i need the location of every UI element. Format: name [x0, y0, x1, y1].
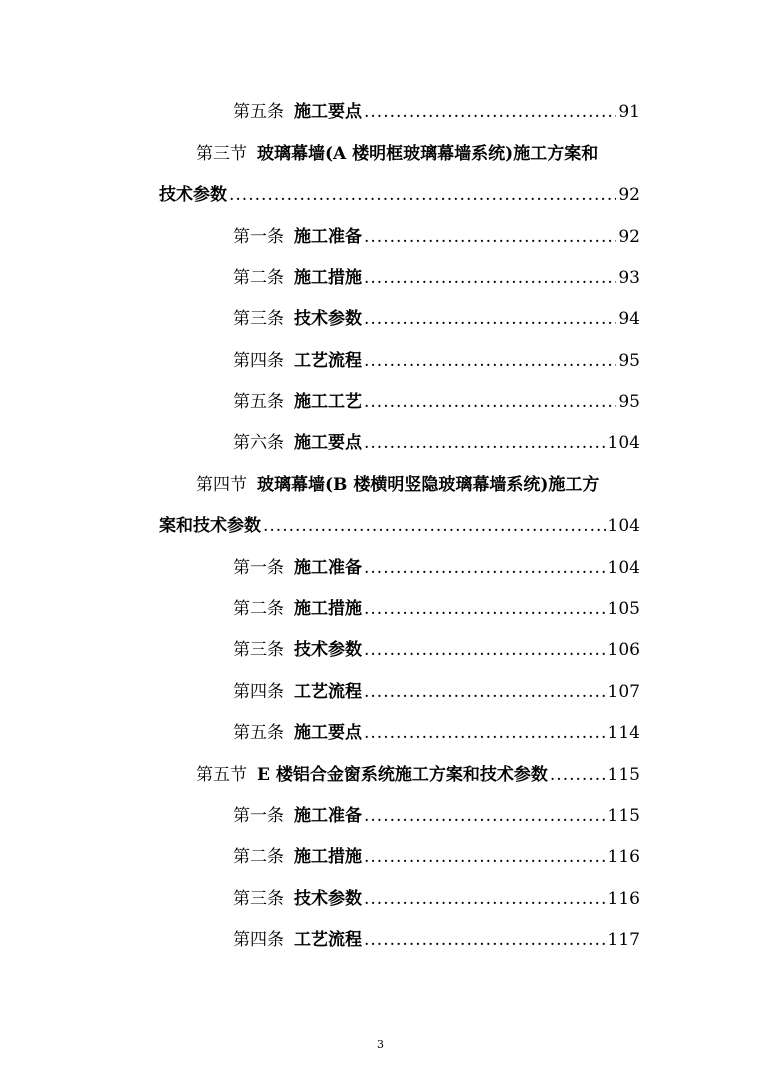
toc-entry-page: 106	[607, 640, 640, 660]
toc-entry[interactable]	[233, 590, 640, 620]
toc-entry-title: 施工措施	[294, 599, 362, 619]
toc-entry-page: 91	[618, 102, 640, 122]
toc-entry-page: 115	[607, 765, 640, 785]
toc-entry-page: 93	[618, 268, 640, 288]
toc-entry-title: 技术参数	[294, 309, 362, 329]
toc-entry-page: 105	[607, 599, 640, 619]
toc-leader-dots	[364, 888, 606, 910]
toc-entry-title: 玻璃幕墙(A 楼明框玻璃幕墙系统)施工方案和	[257, 144, 599, 164]
toc-entry-page: 104	[607, 433, 640, 453]
toc-entry[interactable]	[233, 838, 640, 868]
toc-entry-label: 第二条	[233, 268, 284, 288]
toc-entry-title: 施工措施	[294, 268, 362, 288]
toc-entry-title: 工艺流程	[294, 930, 362, 950]
toc-entry-label: 第二条	[233, 599, 284, 619]
toc-entry-label: 第四条	[233, 930, 284, 950]
toc-leader-dots	[364, 805, 606, 827]
toc-entry-label: 第三条	[233, 889, 284, 909]
toc-entry-label: 第五条	[233, 723, 284, 743]
toc-leader-dots	[364, 391, 616, 413]
toc-entry-title: 工艺流程	[294, 351, 362, 371]
toc-entry[interactable]	[233, 259, 640, 289]
toc-entry-label: 第一条	[233, 806, 284, 826]
toc-entry-page: 94	[618, 309, 640, 329]
toc-leader-dots	[364, 557, 606, 579]
toc-entry[interactable]	[233, 300, 640, 330]
toc-entry-label: 第三节	[196, 144, 247, 164]
toc-entry-page: 116	[607, 847, 640, 867]
toc-entry-title: 施工准备	[294, 806, 362, 826]
toc-entry-title: 工艺流程	[294, 682, 362, 702]
toc-entry-page: 92	[618, 185, 640, 205]
toc-section-heading-continued[interactable]	[159, 176, 640, 206]
toc-entry[interactable]	[233, 342, 640, 372]
toc-leader-dots	[364, 846, 606, 868]
toc-leader-dots	[364, 308, 616, 330]
toc-entry[interactable]	[233, 921, 640, 951]
toc-leader-dots	[364, 350, 616, 372]
toc-entry-title: 施工准备	[294, 227, 362, 247]
toc-entry[interactable]	[233, 714, 640, 744]
toc-entry[interactable]	[233, 880, 640, 910]
toc-entry[interactable]	[233, 797, 640, 827]
toc-section-heading[interactable]	[196, 756, 640, 786]
toc-entry-title: 施工要点	[294, 723, 362, 743]
page-number: 3	[377, 1038, 384, 1051]
toc-entry-label: 第四节	[196, 475, 247, 495]
toc-entry-page: 117	[607, 930, 640, 950]
toc-leader-dots	[364, 101, 616, 123]
toc-entry-title: 施工工艺	[294, 392, 362, 412]
toc-entry[interactable]	[233, 631, 640, 661]
toc-entry-label: 第一条	[233, 227, 284, 247]
toc-leader-dots	[229, 184, 616, 206]
toc-entry-title: 施工措施	[294, 847, 362, 867]
toc-entry-page: 104	[607, 558, 640, 578]
toc-entry-page: 115	[607, 806, 640, 826]
toc-leader-dots	[364, 432, 606, 454]
toc-leader-dots	[364, 722, 606, 744]
toc-entry-label: 第四条	[233, 351, 284, 371]
toc-entry-label: 第三条	[233, 309, 284, 329]
toc-entry-label: 第五节	[196, 765, 247, 785]
toc-entry[interactable]	[233, 93, 640, 123]
toc-entry-title: 技术参数	[159, 185, 227, 205]
toc-entry-label: 第五条	[233, 392, 284, 412]
toc-entry[interactable]	[233, 549, 640, 579]
toc-leader-dots	[550, 764, 606, 786]
toc-leader-dots	[364, 639, 606, 661]
toc-leader-dots	[364, 598, 606, 620]
toc-entry-title: 玻璃幕墙(B 楼横明竖隐玻璃幕墙系统)施工方	[257, 475, 600, 495]
toc-entry-title: 案和技术参数	[159, 516, 261, 536]
toc-entry-title: E 楼铝合金窗系统施工方案和技术参数	[257, 765, 548, 785]
toc-entry-title: 施工要点	[294, 433, 362, 453]
toc-leader-dots	[263, 515, 606, 537]
toc-entry-page: 95	[618, 392, 640, 412]
toc-entry-page: 95	[618, 351, 640, 371]
toc-entry-title: 技术参数	[294, 640, 362, 660]
toc-entry-page: 92	[618, 227, 640, 247]
toc-leader-dots	[364, 681, 606, 703]
toc-entry-title: 施工要点	[294, 102, 362, 122]
toc-entry-label: 第一条	[233, 558, 284, 578]
toc-entry[interactable]	[233, 673, 640, 703]
toc-leader-dots	[364, 267, 616, 289]
toc-entry-page: 114	[607, 723, 640, 743]
toc-leader-dots	[364, 929, 606, 951]
toc-entry-page: 107	[607, 682, 640, 702]
toc-entry-title: 技术参数	[294, 889, 362, 909]
toc-section-heading[interactable]	[196, 466, 640, 496]
toc-entry-label: 第四条	[233, 682, 284, 702]
toc-entry-label: 第五条	[233, 102, 284, 122]
toc-leader-dots	[364, 226, 616, 248]
toc-section-heading[interactable]	[196, 135, 640, 165]
toc-entry-label: 第二条	[233, 847, 284, 867]
toc-entry-title: 施工准备	[294, 558, 362, 578]
toc-entry-page: 116	[607, 889, 640, 909]
toc-entry[interactable]	[233, 383, 640, 413]
toc-entry-page: 104	[607, 516, 640, 536]
toc-entry-label: 第六条	[233, 433, 284, 453]
toc-entry[interactable]	[233, 218, 640, 248]
toc-entry[interactable]	[233, 424, 640, 454]
toc-entry-label: 第三条	[233, 640, 284, 660]
toc-section-heading-continued[interactable]	[159, 507, 640, 537]
